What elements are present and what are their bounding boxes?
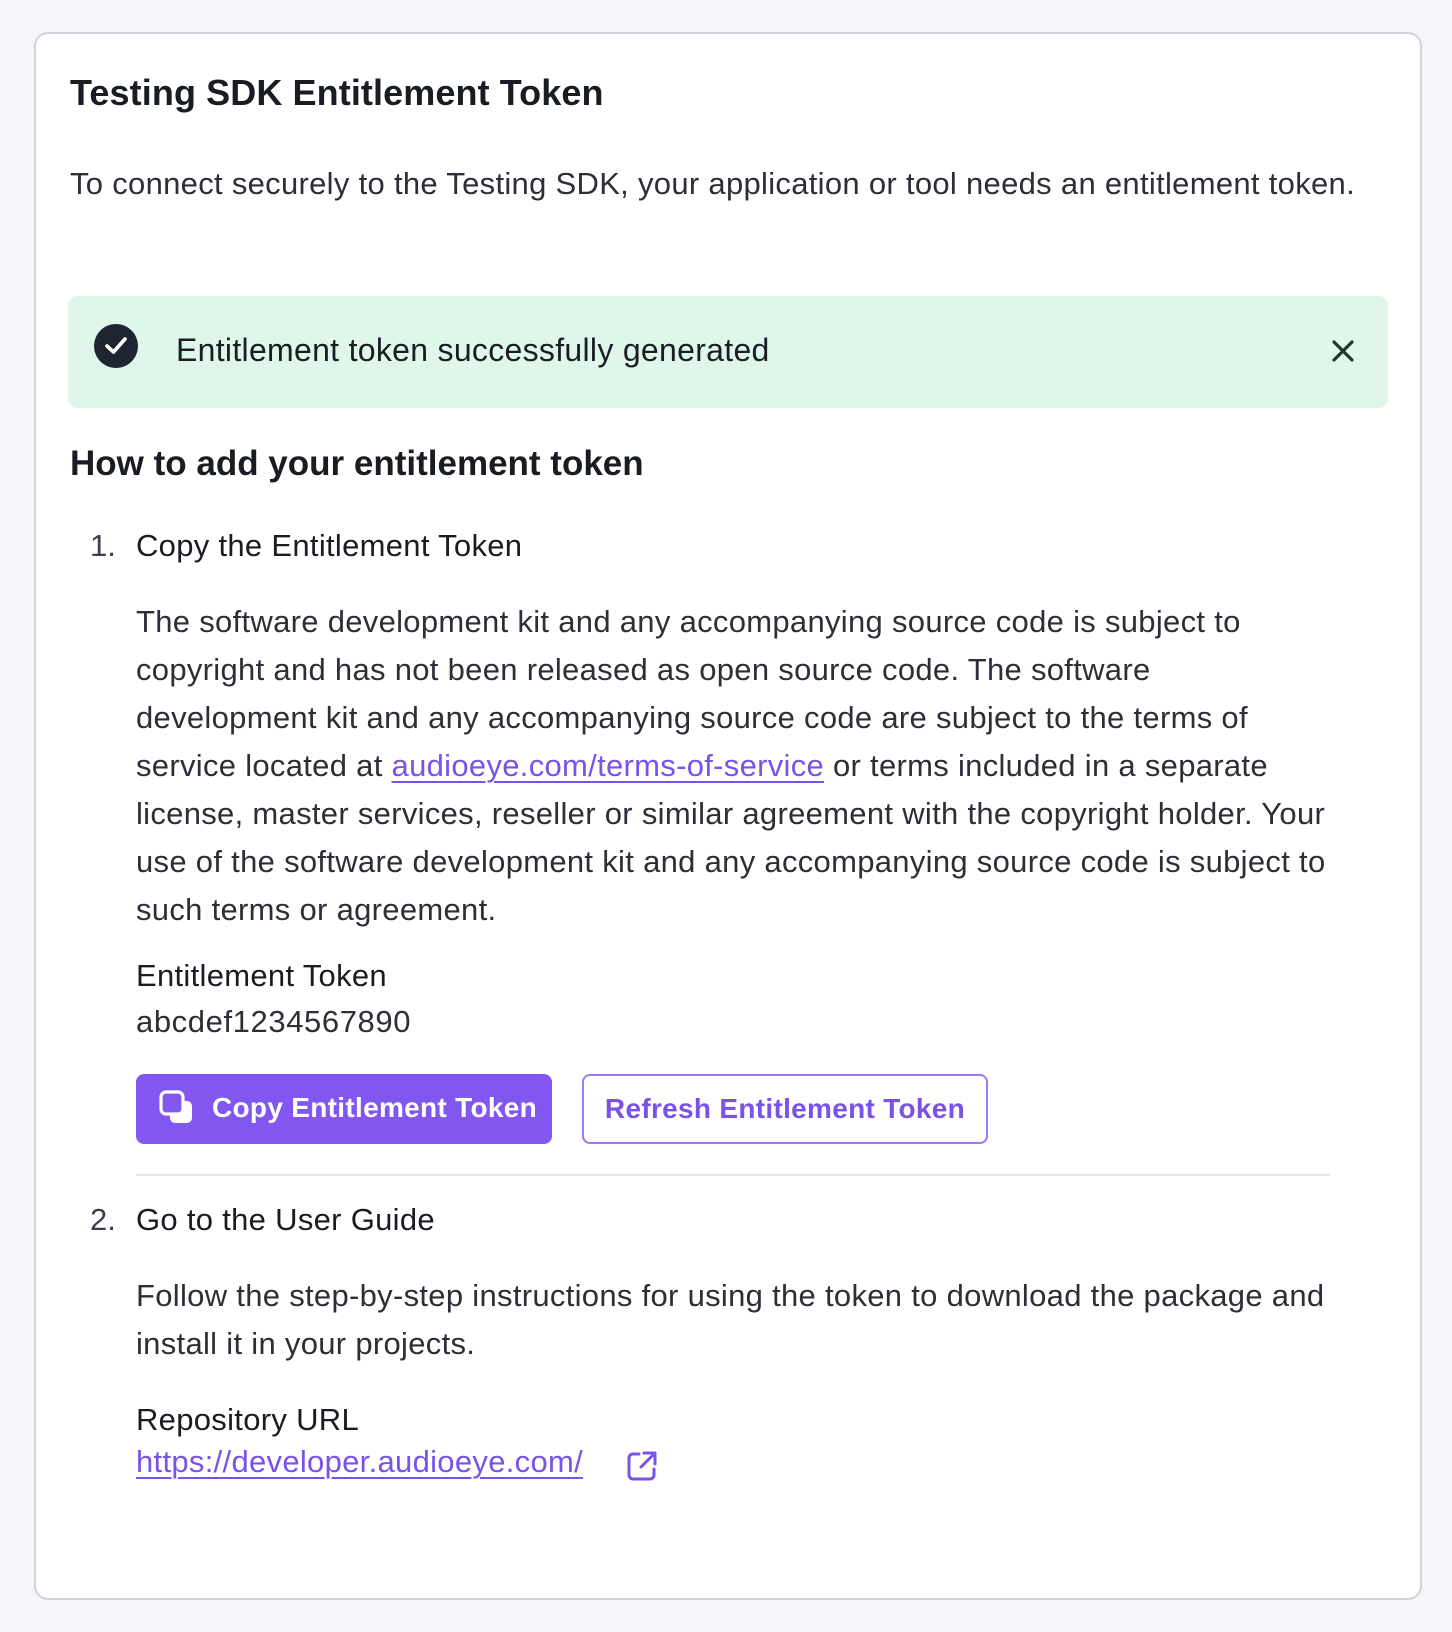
user-guide-text: Follow the step-by-step instructions for using the token to download the package and install it in your projects. (136, 1278, 1325, 1361)
step-2-number: 2. (90, 1202, 116, 1237)
close-icon[interactable] (1328, 336, 1358, 366)
external-link-icon[interactable] (624, 1448, 660, 1489)
step-1-title: Copy the Entitlement Token (136, 528, 523, 563)
entitlement-token-card (34, 32, 1422, 1600)
success-alert (68, 296, 1388, 408)
entitlement-token-value: abcdef1234567890 (136, 1004, 412, 1039)
card-title: Testing SDK Entitlement Token (70, 72, 604, 113)
repository-url-link[interactable]: https://developer.audioeye.com/ (136, 1444, 584, 1479)
terms-of-service-link[interactable]: audioeye.com/terms-of-service (391, 748, 825, 783)
intro-text: To connect securely to the Testing SDK, your application or tool needs an entitlement token. (70, 166, 1355, 201)
repository-url-label: Repository URL (136, 1402, 360, 1437)
step-2-title: Go to the User Guide (136, 1202, 435, 1237)
refresh-entitlement-token-button[interactable]: Refresh Entitlement Token (582, 1074, 988, 1144)
howto-title: How to add your entitlement token (70, 444, 644, 483)
copy-entitlement-token-button[interactable] (136, 1074, 552, 1144)
alert-message: Entitlement token successfully generated (176, 332, 770, 368)
entitlement-token-label: Entitlement Token (136, 958, 387, 993)
copy-icon (158, 1089, 196, 1134)
divider (136, 1174, 1330, 1176)
terms-text-before: The software development kit and any accompanying source code is subject to copyright and has not been released as open source code. The software development kit and any accompanying source code are subject to the terms of service located at (136, 604, 1248, 783)
copy-button-label: Copy Entitlement Token (212, 1092, 537, 1123)
check-circle-icon (94, 324, 138, 368)
step-1-number: 1. (90, 528, 116, 563)
terms-text (136, 598, 1336, 934)
terms-text-after: or terms included in a separate license, master services, reseller or similar agreement with the copyright holder. Your use of the software development kit and any accompanying source code is subject to such terms or agreement. (136, 748, 1326, 927)
